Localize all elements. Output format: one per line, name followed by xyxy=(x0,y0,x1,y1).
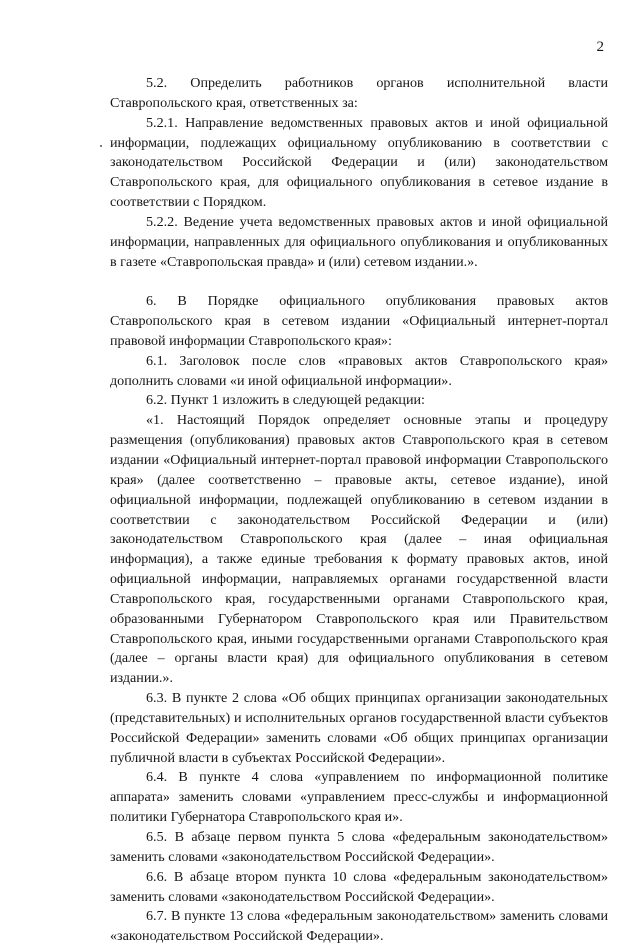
paragraph-5-2-1: 5.2.1. Направление ведомственных правовых актов и иной официальной информации, подлежащих официальному опубликованию в соответствии с законодательством Российской Федерации и (или) законодательством Ставропольского края, для официального опубликования в сетевое издание в соответствии с Порядком. xyxy=(110,114,608,211)
paragraph-6-2: 6.2. Пункт 1 изложить в следующей редакции: xyxy=(146,392,425,409)
paragraph-6-2-quote: «1. Настоящий Порядок определяет основные этапы и процедуру размещения (опубликования) правовых актов Ставропольского края в сетевом издании «Официальный интернет-портал правовой информации Ставропольского края» (далее соответственно – правовые акты, сетевое издание), иной официальной информации, подлежащей опубликованию в сетевом издании в соответствии с законодательством Российской Федерации и (или) законодательством Ставропольского края (далее – иная официальная информация), а также единые требования к формату правовых актов, иной официальной информации, направляемых органами государственной власти Ставропольского края, государственными органами Ставропольского края, образованными Губернатором Ставропольского края или Правительством Ставропольского края, иными государственными органами Ставропольского края (далее – органы власти края) для официального опубликования в сетевом издании.». xyxy=(110,412,608,687)
paragraph-5-2-2: 5.2.2. Ведение учета ведомственных правовых актов и иной официальной информации, направленных для официального опубликования и опубликованных в газете «Ставропольская правда» и (или) сетевом издании.». xyxy=(110,213,608,270)
paragraph-6-4: 6.4. В пункте 4 слова «управлением по информационной политике аппарата» заменить словами «управлением пресс-службы и информационной политики Губернатора Ставропольского края и». xyxy=(110,769,608,826)
paragraph-6: 6. В Порядке официального опубликования правовых актов Ставропольского края в сетевом издании «Официальный интернет-портал правовой информации Ставропольского края»: xyxy=(110,293,608,349)
paragraph-6-6: 6.6. В абзаце втором пункта 10 слова «федеральным законодательством» заменить словами «законодательством Российской Федерации». xyxy=(110,868,608,905)
paragraph-6-7: 6.7. В пункте 13 слова «федеральным законодательством» заменить словами «законодательством Российской Федерации». xyxy=(110,908,608,945)
paragraph-6-3: 6.3. В пункте 2 слова «Об общих принципах организации законодательных (представительных) и исполнительных органов государственной власти субъектов Российской Федерации» заменить словами «Об общих принципах организации публичной власти в субъектах Российской Федерации». xyxy=(110,690,608,766)
paragraph-5-2: 5.2. Определить работников органов исполнительной власти Ставропольского края, ответственных за: xyxy=(110,75,608,111)
paragraph-6-1: 6.1. Заголовок после слов «правовых актов Ставропольского края» дополнить словами «и иной официальной информации». xyxy=(110,352,608,389)
paragraph-6-5: 6.5. В абзаце первом пункта 5 слова «федеральным законодательством» заменить словами «законодательством Российской Федерации». xyxy=(110,829,608,865)
scan-speck xyxy=(100,145,102,147)
section-gap xyxy=(110,272,608,292)
page-number: 2 xyxy=(596,39,604,55)
document-body xyxy=(110,74,608,947)
